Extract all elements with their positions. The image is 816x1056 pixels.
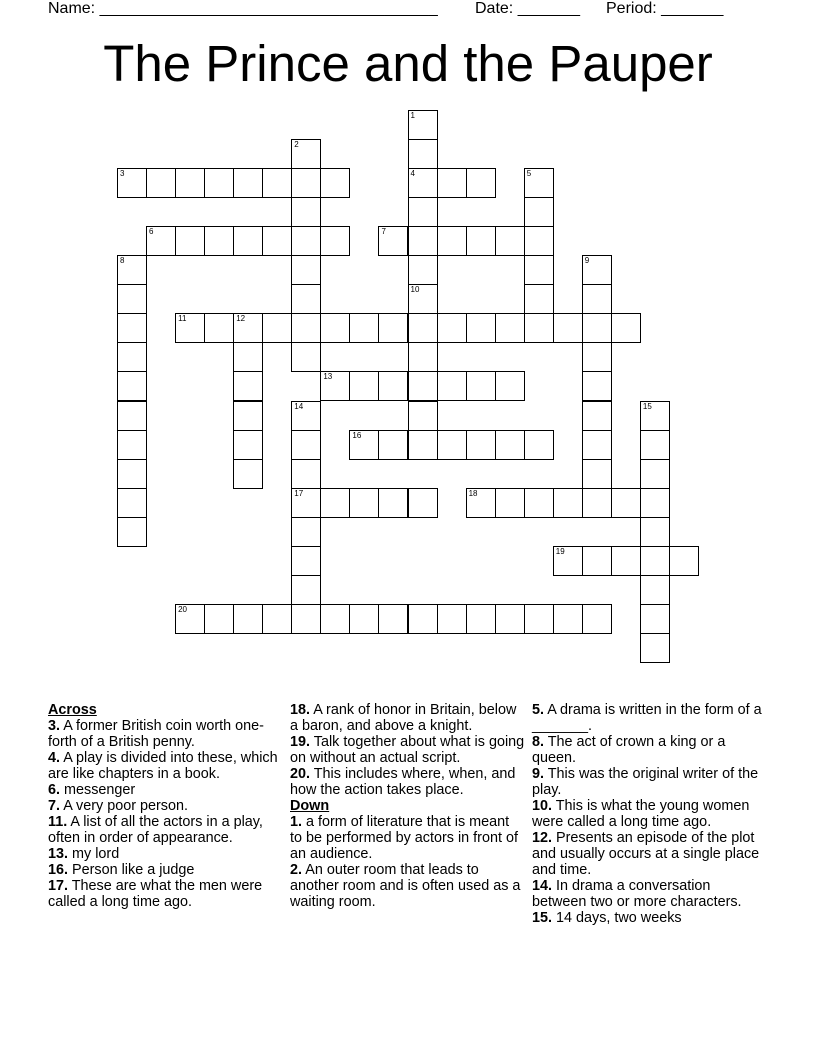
clue-number: 15 (642, 401, 652, 411)
clue-item (48, 782, 283, 798)
crossword-cell[interactable] (117, 371, 147, 401)
crossword-cell[interactable] (437, 430, 467, 460)
crossword-cell[interactable] (553, 604, 583, 634)
clue-text: This was the original writer of the play. (532, 766, 759, 798)
across-heading: Across (48, 702, 97, 718)
crossword-cell[interactable] (466, 313, 496, 343)
clue-number-label: 11. (48, 814, 68, 830)
crossword-cell[interactable] (320, 313, 350, 343)
crossword-cell[interactable] (146, 226, 176, 256)
clue-item (48, 750, 283, 782)
crossword-cell[interactable] (117, 401, 147, 431)
crossword-cell[interactable] (640, 401, 670, 431)
crossword-cell[interactable] (291, 168, 321, 198)
crossword-cell[interactable] (175, 168, 205, 198)
clue-number: 17 (294, 488, 304, 498)
clue-item (290, 766, 525, 798)
clue-item (48, 814, 283, 846)
crossword-cell[interactable] (524, 284, 554, 314)
crossword-cell[interactable] (437, 226, 467, 256)
crossword-cell[interactable] (349, 313, 379, 343)
crossword-cell[interactable] (117, 284, 147, 314)
clue-number: 1 (410, 111, 415, 120)
crossword-cell[interactable] (320, 604, 350, 634)
clue-number: 11 (178, 314, 187, 324)
clue-text: A play is divided into these, which are like chapters in a book. (48, 750, 278, 782)
crossword-cell[interactable] (669, 546, 699, 576)
crossword-cell[interactable] (204, 313, 234, 343)
crossword-cell[interactable] (640, 546, 670, 576)
crossword-cell[interactable] (291, 342, 321, 372)
crossword-cell[interactable] (291, 604, 321, 634)
crossword-cell[interactable] (466, 371, 496, 401)
clue-item (48, 798, 283, 814)
clue-number-label: 14. (532, 878, 553, 894)
clue-number-label: 17. (48, 878, 69, 894)
clue-number-label: 12. (532, 830, 553, 846)
clue-item (532, 878, 767, 910)
crossword-cell[interactable] (378, 226, 408, 256)
clue-number-label: 13. (48, 846, 69, 862)
crossword-cell[interactable] (582, 401, 612, 431)
period-field[interactable]: Period: _______ (606, 0, 724, 17)
crossword-cell[interactable] (117, 459, 147, 489)
crossword-cell[interactable] (320, 226, 350, 256)
clue-item (532, 766, 767, 798)
date-field[interactable]: Date: _______ (475, 0, 580, 17)
crossword-cell[interactable] (611, 488, 641, 518)
crossword-cell[interactable] (408, 430, 438, 460)
crossword-cell[interactable] (640, 633, 670, 663)
clue-number-label: 5. (532, 702, 545, 718)
clue-text: A very poor person. (60, 798, 189, 814)
crossword-cell[interactable] (378, 313, 408, 343)
crossword-cell[interactable] (291, 401, 321, 431)
crossword-cell[interactable] (408, 342, 438, 372)
crossword-cell[interactable] (233, 459, 263, 489)
crossword-cell[interactable] (349, 430, 379, 460)
crossword-cell[interactable] (524, 255, 554, 285)
crossword-cell[interactable] (553, 313, 583, 343)
crossword-cell[interactable] (204, 604, 234, 634)
crossword-cell[interactable] (495, 488, 525, 518)
clue-number: 2 (294, 140, 299, 150)
crossword-cell[interactable] (524, 488, 554, 518)
clue-number: 4 (410, 169, 415, 179)
clue-item (48, 718, 283, 750)
clues-column-3 (532, 702, 767, 926)
crossword-cell[interactable] (640, 488, 670, 518)
crossword-cell[interactable] (408, 110, 438, 140)
crossword-cell[interactable] (495, 430, 525, 460)
clue-text: Presents an episode of the plot and usually occurs at a single place and time. (532, 830, 760, 878)
clue-number: 13 (323, 372, 333, 382)
clue-item (532, 910, 767, 926)
crossword-cell[interactable] (582, 604, 612, 634)
clue-number: 5 (526, 169, 532, 179)
clue-number-label: 7. (48, 798, 61, 814)
crossword-cell[interactable] (495, 604, 525, 634)
crossword-cell[interactable] (611, 313, 641, 343)
crossword-cell[interactable] (378, 371, 408, 401)
clue-number-label: 9. (532, 766, 545, 782)
crossword-cell[interactable] (466, 604, 496, 634)
clue-text: A list of all the actors in a play, often in order of appearance. (48, 814, 263, 846)
crossword-cell[interactable] (582, 313, 612, 343)
crossword-cell[interactable] (408, 226, 438, 256)
page-title: The Prince and the Pauper (103, 35, 713, 92)
crossword-cell[interactable] (175, 604, 205, 634)
clue-item (48, 846, 283, 862)
crossword-cell[interactable] (233, 313, 263, 343)
crossword-cell[interactable] (349, 604, 379, 634)
clue-number-label: 8. (532, 734, 545, 750)
crossword-cell[interactable] (291, 284, 321, 314)
clue-text: A former British coin worth one-forth of a British penny. (48, 718, 264, 750)
crossword-cell[interactable] (262, 226, 292, 256)
clue-item (290, 862, 525, 910)
crossword-cell[interactable] (437, 371, 467, 401)
crossword-cell[interactable] (291, 517, 321, 547)
clue-number-label: 19. (290, 734, 311, 750)
crossword-cell[interactable] (437, 604, 467, 634)
crossword-cell[interactable] (291, 546, 321, 576)
crossword-cell[interactable] (175, 313, 205, 343)
crossword-cell[interactable] (640, 575, 670, 605)
crossword-cell[interactable] (349, 371, 379, 401)
clue-number-label: 4. (48, 750, 61, 766)
crossword-cell[interactable] (408, 284, 438, 314)
clue-number-label: 18. (290, 702, 311, 718)
clue-number: 3 (120, 169, 125, 179)
crossword-cell[interactable] (582, 371, 612, 401)
crossword-cell[interactable] (233, 604, 263, 634)
crossword-cell[interactable] (553, 546, 583, 576)
crossword-cell[interactable] (233, 342, 263, 372)
clue-number-label: 20. (290, 766, 311, 782)
clue-text: An outer room that leads to another room and is often used as a waiting room. (290, 862, 521, 910)
crossword-cell[interactable] (495, 226, 525, 256)
clue-text: This is what the young women were called a long time ago. (532, 798, 750, 830)
crossword-cell[interactable] (291, 226, 321, 256)
clue-number-label: 15. (532, 910, 553, 926)
crossword-cell[interactable] (117, 517, 147, 547)
clue-text: Talk together about what is going on without an actual script. (290, 734, 525, 766)
clue-number: 10 (410, 285, 420, 295)
crossword-cell[interactable] (291, 488, 321, 518)
crossword-cell[interactable] (291, 255, 321, 285)
crossword-cell[interactable] (233, 430, 263, 460)
clue-number: 8 (120, 256, 125, 266)
crossword-cell[interactable] (233, 226, 263, 256)
crossword-cell[interactable] (640, 459, 670, 489)
crossword-cell[interactable] (117, 313, 147, 343)
crossword-cell[interactable] (466, 168, 496, 198)
crossword-cell[interactable] (524, 313, 554, 343)
crossword-cell[interactable] (640, 604, 670, 634)
clue-text: 14 days, two weeks (552, 910, 682, 926)
crossword-cell[interactable] (378, 430, 408, 460)
clue-item (290, 814, 525, 862)
crossword-cell[interactable] (611, 546, 641, 576)
crossword-cell[interactable] (204, 226, 234, 256)
clue-number-label: 3. (48, 718, 61, 734)
crossword-cell[interactable] (378, 488, 408, 518)
clue-number: 16 (352, 430, 362, 440)
crossword-cell[interactable] (291, 139, 321, 169)
clue-number: 7 (381, 227, 386, 237)
clue-text: messenger (60, 782, 136, 798)
name-field[interactable]: Name: ______________________________________ (48, 0, 438, 17)
crossword-cell[interactable] (320, 371, 350, 401)
crossword-cell[interactable] (582, 255, 612, 285)
clue-number: 19 (555, 546, 565, 556)
crossword-cell[interactable] (408, 168, 438, 198)
crossword-cell[interactable] (291, 313, 321, 343)
crossword-cell[interactable] (233, 168, 263, 198)
crossword-cell[interactable] (466, 226, 496, 256)
crossword-cell[interactable] (495, 313, 525, 343)
crossword-cell[interactable] (408, 371, 438, 401)
crossword-cell[interactable] (408, 401, 438, 431)
crossword-cell[interactable] (146, 168, 176, 198)
clue-text: A drama is written in the form of a _______. (532, 702, 762, 734)
crossword-cell[interactable] (582, 430, 612, 460)
clues-column-1 (48, 702, 283, 910)
crossword-cell[interactable] (437, 168, 467, 198)
crossword-cell[interactable] (117, 488, 147, 518)
crossword-cell[interactable] (466, 430, 496, 460)
crossword-cell[interactable] (408, 255, 438, 285)
crossword-cell[interactable] (640, 517, 670, 547)
clue-number: 14 (294, 401, 304, 411)
clue-item (532, 798, 767, 830)
crossword-cell[interactable] (466, 488, 496, 518)
crossword-cell[interactable] (262, 604, 292, 634)
clue-item (48, 862, 283, 878)
crossword-cell[interactable] (233, 371, 263, 401)
clue-number-label: 2. (290, 862, 303, 878)
clue-number: 12 (236, 314, 246, 324)
crossword-cell[interactable] (524, 168, 554, 198)
crossword-cell[interactable] (640, 430, 670, 460)
clue-text: This includes where, when, and how the action takes place. (290, 766, 516, 798)
crossword-cell[interactable] (349, 488, 379, 518)
clue-number-label: 6. (48, 782, 61, 798)
clue-text: A rank of honor in Britain, below a baron, and above a knight. (290, 702, 517, 734)
clue-number: 20 (178, 604, 187, 614)
crossword-cell[interactable] (582, 342, 612, 372)
crossword-cell[interactable] (582, 459, 612, 489)
clue-text: In drama a conversation between two or more characters. (532, 878, 742, 910)
crossword-cell[interactable] (495, 371, 525, 401)
crossword-cell[interactable] (582, 488, 612, 518)
crossword-cell[interactable] (524, 430, 554, 460)
clue-number: 18 (468, 488, 478, 498)
clue-item (290, 702, 525, 734)
crossword-cell[interactable] (408, 488, 438, 518)
clue-item (532, 830, 767, 878)
crossword-cell[interactable] (524, 197, 554, 227)
clue-number-label: 16. (48, 862, 69, 878)
clue-text: a form of literature that is meant to be performed by actors in front of an audience. (290, 814, 518, 862)
crossword-cell[interactable] (117, 342, 147, 372)
clue-item (48, 878, 283, 910)
crossword-cell[interactable] (524, 604, 554, 634)
clue-text: Person like a judge (68, 862, 195, 878)
clue-item (290, 734, 525, 766)
crossword-cell[interactable] (291, 575, 321, 605)
crossword-cell[interactable] (437, 313, 467, 343)
crossword-cell[interactable] (408, 139, 438, 169)
crossword-cell[interactable] (291, 459, 321, 489)
crossword-cell[interactable] (408, 604, 438, 634)
crossword-cell[interactable] (175, 226, 205, 256)
crossword-cell[interactable] (320, 488, 350, 518)
crossword-cell[interactable] (204, 168, 234, 198)
crossword-cell[interactable] (291, 430, 321, 460)
crossword-cell[interactable] (233, 401, 263, 431)
crossword-cell[interactable] (117, 168, 147, 198)
clue-text: These are what the men were called a long time ago. (48, 878, 263, 910)
crossword-cell[interactable] (582, 284, 612, 314)
crossword-cell[interactable] (408, 197, 438, 227)
down-heading: Down (290, 798, 330, 814)
crossword-cell[interactable] (262, 168, 292, 198)
crossword-cell[interactable] (408, 313, 438, 343)
crossword-cell[interactable] (378, 604, 408, 634)
clue-number: 6 (149, 227, 154, 237)
clue-number-label: 10. (532, 798, 553, 814)
crossword-cell[interactable] (582, 546, 612, 576)
crossword-cell[interactable] (524, 226, 554, 256)
clue-item (532, 702, 767, 734)
clues-column-2 (290, 702, 525, 910)
crossword-cell[interactable] (117, 255, 147, 285)
clue-text: The act of crown a king or a queen. (532, 734, 726, 766)
clue-number: 9 (584, 256, 590, 266)
crossword-cell[interactable] (291, 197, 321, 227)
crossword-cell[interactable] (117, 430, 147, 460)
crossword-cell[interactable] (553, 488, 583, 518)
clue-item (532, 734, 767, 766)
crossword-cell[interactable] (320, 168, 350, 198)
clue-number-label: 1. (290, 814, 303, 830)
crossword-cell[interactable] (262, 313, 292, 343)
clue-text: my lord (68, 846, 120, 862)
